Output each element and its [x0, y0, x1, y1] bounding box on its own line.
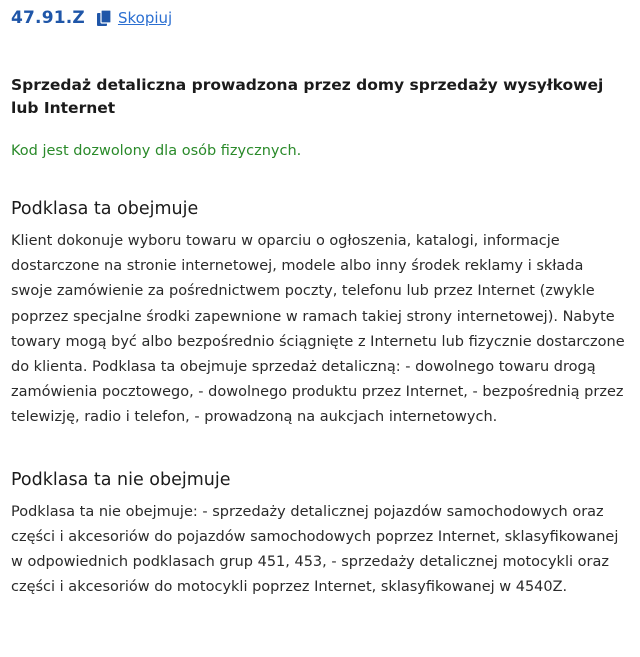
includes-heading: Podklasa ta obejmuje	[11, 199, 199, 219]
code-header	[11, 0, 626, 36]
allowed-note: Kod jest dozwolony dla osób fizycznych.	[11, 143, 302, 159]
copy-link[interactable]	[96, 9, 172, 28]
copy-label[interactable]: Skopiuj	[117, 9, 173, 27]
copy-icon	[96, 9, 113, 28]
excludes-text: Podklasa ta nie obejmuje: - sprzedaży detalicznej pojazdów samochodowych oraz części i akcesoriów do pojazdów samochodowych poprzez Internet, sklasyfikowanej w odpowiednich podklasach grup 451, 453, - sprzedaży detalicznej motocykli oraz części i akcesoriów do motocykli poprzez Internet, sklasyfikowanej w 4540Z.	[11, 503, 619, 596]
activity-title: Sprzedaż detaliczna prowadzona przez domy sprzedaży wysyłkowej lub Internet	[11, 76, 604, 117]
pkd-code: 47.91.Z	[11, 8, 85, 28]
includes-text: Klient dokonuje wyboru towaru w oparciu o ogłoszenia, katalogi, informacje dostarczone na stronie internetowej, modele albo inny środek reklamy i składa swoje zamówienie za pośrednictwem poczty, telefonu lub przez Internet (zwykle poprzez specjalne środki zapewnione w ramach takiej strony internetowej). Nabyte towary mogą być albo bezpośrednio ściągnięte z Internetu lub fizycznie dostarczone do klienta. Podklasa ta obejmuje sprzedaż detaliczną: - dowolnego towaru drogą zamówienia pocztowego, - dowolnego produktu przez Internet, - bezpośrednią przez telewizję, radio i telefon, - prowadzoną na aukcjach internetowych.	[11, 233, 625, 426]
excludes-heading: Podklasa ta nie obejmuje	[11, 469, 231, 490]
